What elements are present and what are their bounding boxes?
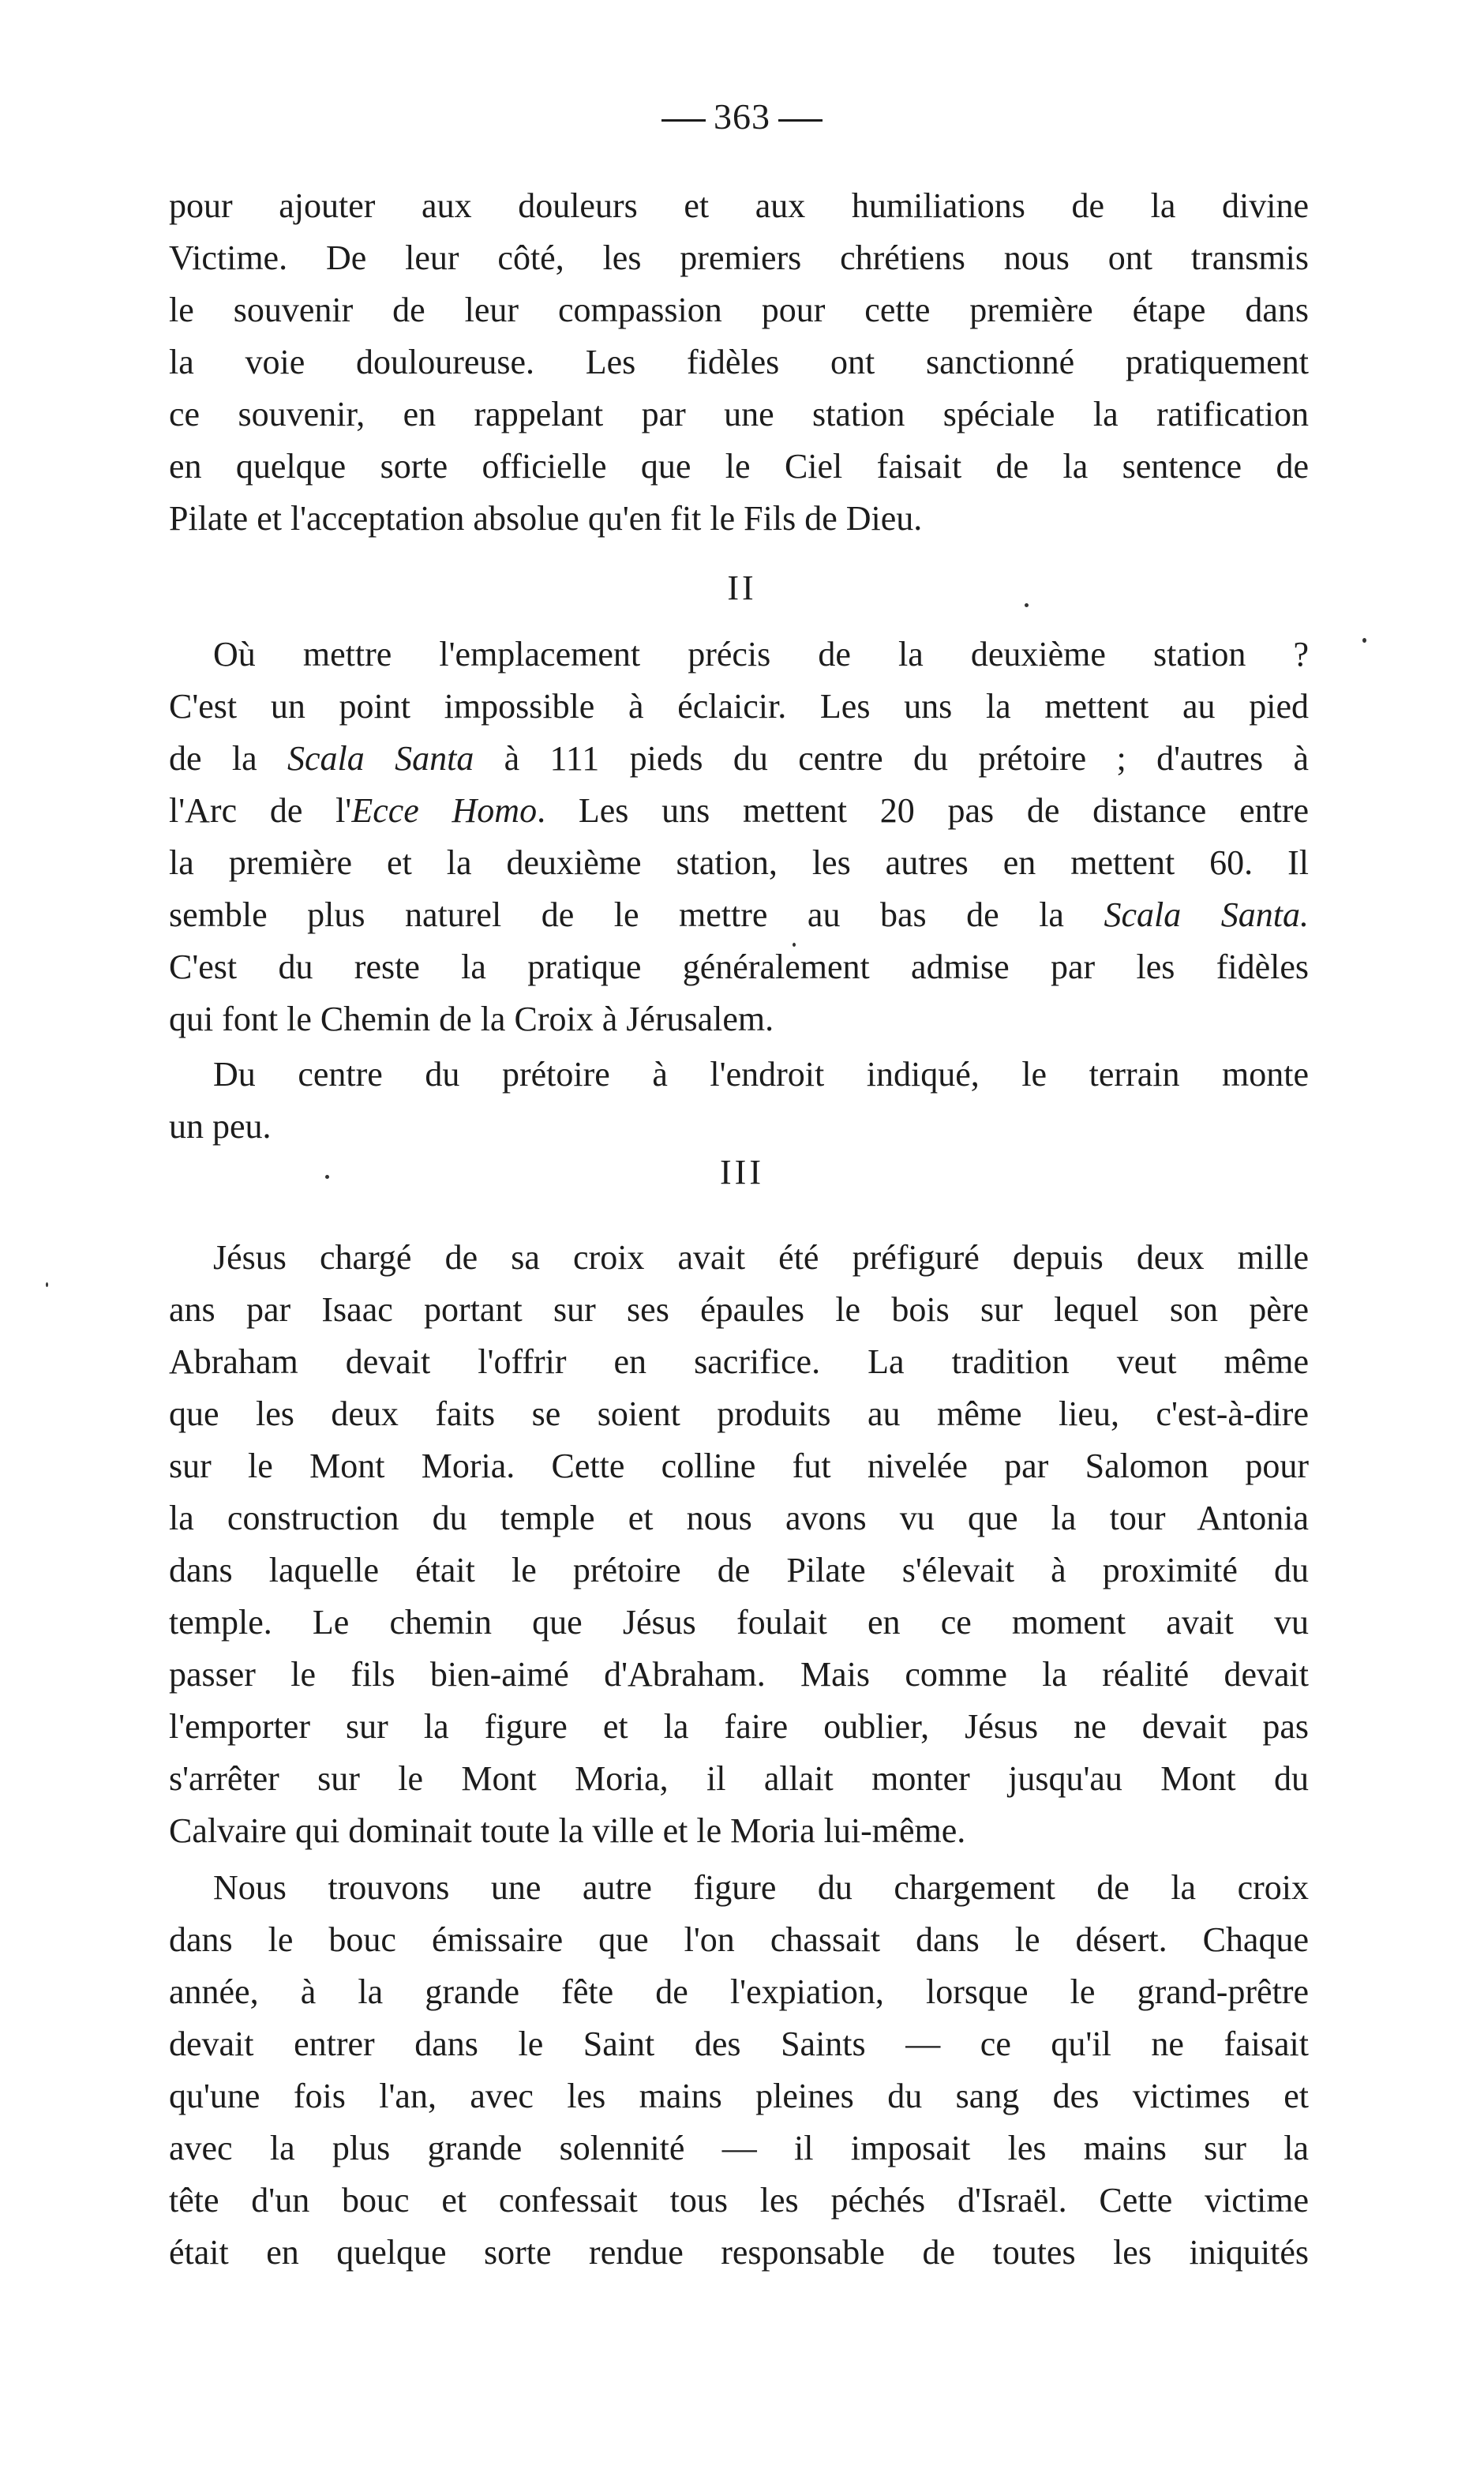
section-2-paragraph-2 (169, 1049, 1309, 1153)
text-line: qui font le Chemin de la Croix à Jérusalem. (169, 1000, 774, 1038)
scan-speck (46, 1282, 48, 1287)
text-line: Du centre du prétoire à l'endroit indiqué, le terrain monte (213, 1055, 1309, 1094)
scala-santa-italic: Scala Santa (287, 739, 474, 778)
text-line: pour ajouter aux douleurs et aux humiliations de la divine (169, 186, 1309, 225)
page-number-text: 363 (714, 96, 770, 137)
section-2-paragraph-1 (169, 629, 1309, 1045)
text-line: Où mettre l'emplacement précis de la deuxième station ? (213, 635, 1309, 674)
text-line: l'Arc de l'Ecce Homo. Les uns mettent 20 pas de distance entre (169, 791, 1309, 830)
scala-santa-italic: Scala Santa. (1104, 895, 1309, 934)
page-number (0, 93, 1484, 141)
text-line: C'est un point impossible à éclaicir. Les uns la mettent au pied (169, 687, 1309, 726)
text-line: Nous trouvons une autre figure du chargement de la croix (213, 1868, 1309, 1907)
text-line: était en quelque sorte rendue responsable de toutes les iniquités (169, 2233, 1309, 2272)
text-line: un peu. (169, 1107, 272, 1146)
text-line: que les deux faits se soient produits au même lieu, c'est-à-dire (169, 1394, 1309, 1433)
folio-dash-right (778, 119, 823, 122)
section-heading-iii: III (720, 1153, 764, 1191)
text-line: la première et la deuxième station, les autres en mettent 60. Il (169, 843, 1309, 882)
text-line: l'emporter sur la figure et la faire oublier, Jésus ne devait pas (169, 1707, 1309, 1746)
text-line: de la Scala Santa à 111 pieds du centre du prétoire ; d'autres à (169, 739, 1309, 778)
text-line: qu'une fois l'an, avec les mains pleines du sang des victimes et (169, 2077, 1309, 2115)
text-line: ce souvenir, en rappelant par une station spéciale la ratification (169, 395, 1309, 433)
section-3-paragraph-1 (169, 1232, 1309, 1857)
text-line: devait entrer dans le Saint des Saints — ce qu'il ne faisait (169, 2025, 1309, 2063)
text-line: Pilate et l'acceptation absolue qu'en fit le Fils de Dieu. (169, 499, 923, 538)
text-line: Jésus chargé de sa croix avait été préfiguré depuis deux mille (213, 1238, 1309, 1277)
text-line: avec la plus grande solennité — il imposait les mains sur la (169, 2129, 1309, 2167)
text-line: C'est du reste la pratique généralement admise par les fidèles (169, 948, 1309, 986)
section-1-paragraph (169, 180, 1309, 545)
text-line: en quelque sorte officielle que le Ciel faisait de la sentence de (169, 447, 1309, 486)
ecce-homo-italic: Ecce Homo (351, 791, 538, 830)
text-line: Victime. De leur côté, les premiers chrétiens nous ont transmis (169, 238, 1309, 277)
text-line: la construction du temple et nous avons vu que la tour Antonia (169, 1499, 1309, 1537)
text-line: année, à la grande fête de l'expiation, lorsque le grand-prêtre (169, 1972, 1309, 2011)
scan-speck (325, 1175, 329, 1179)
text-line: tête d'un bouc et confessait tous les péchés d'Israël. Cette victime (169, 2181, 1309, 2220)
section-heading-ii: II (727, 569, 757, 607)
section-3-paragraph-2 (169, 1862, 1309, 2279)
scan-speck (1362, 638, 1366, 643)
text-line: Calvaire qui dominait toute la ville et le Moria lui-même. (169, 1811, 966, 1850)
text-line: dans laquelle était le prétoire de Pilate s'élevait à proximité du (169, 1551, 1309, 1589)
text-line: la voie douloureuse. Les fidèles ont sanctionné pratiquement (169, 343, 1309, 381)
text-line: semble plus naturel de le mettre au bas de la Scala Santa. (169, 895, 1309, 934)
scan-speck (793, 943, 796, 947)
folio-dash-left (661, 119, 706, 122)
text-line: Abraham devait l'offrir en sacrifice. La tradition veut même (169, 1342, 1309, 1381)
text-line: passer le fils bien-aimé d'Abraham. Mais comme la réalité devait (169, 1655, 1309, 1694)
text-line: le souvenir de leur compassion pour cette première étape dans (169, 291, 1309, 329)
text-line: s'arrêter sur le Mont Moria, il allait monter jusqu'au Mont du (169, 1759, 1309, 1798)
text-line: ans par Isaac portant sur ses épaules le bois sur lequel son père (169, 1290, 1309, 1329)
text-line: temple. Le chemin que Jésus foulait en ce moment avait vu (169, 1603, 1309, 1642)
scan-speck (1025, 603, 1029, 607)
text-line: sur le Mont Moria. Cette colline fut nivelée par Salomon pour (169, 1447, 1309, 1485)
text-line: dans le bouc émissaire que l'on chassait dans le désert. Chaque (169, 1920, 1309, 1959)
